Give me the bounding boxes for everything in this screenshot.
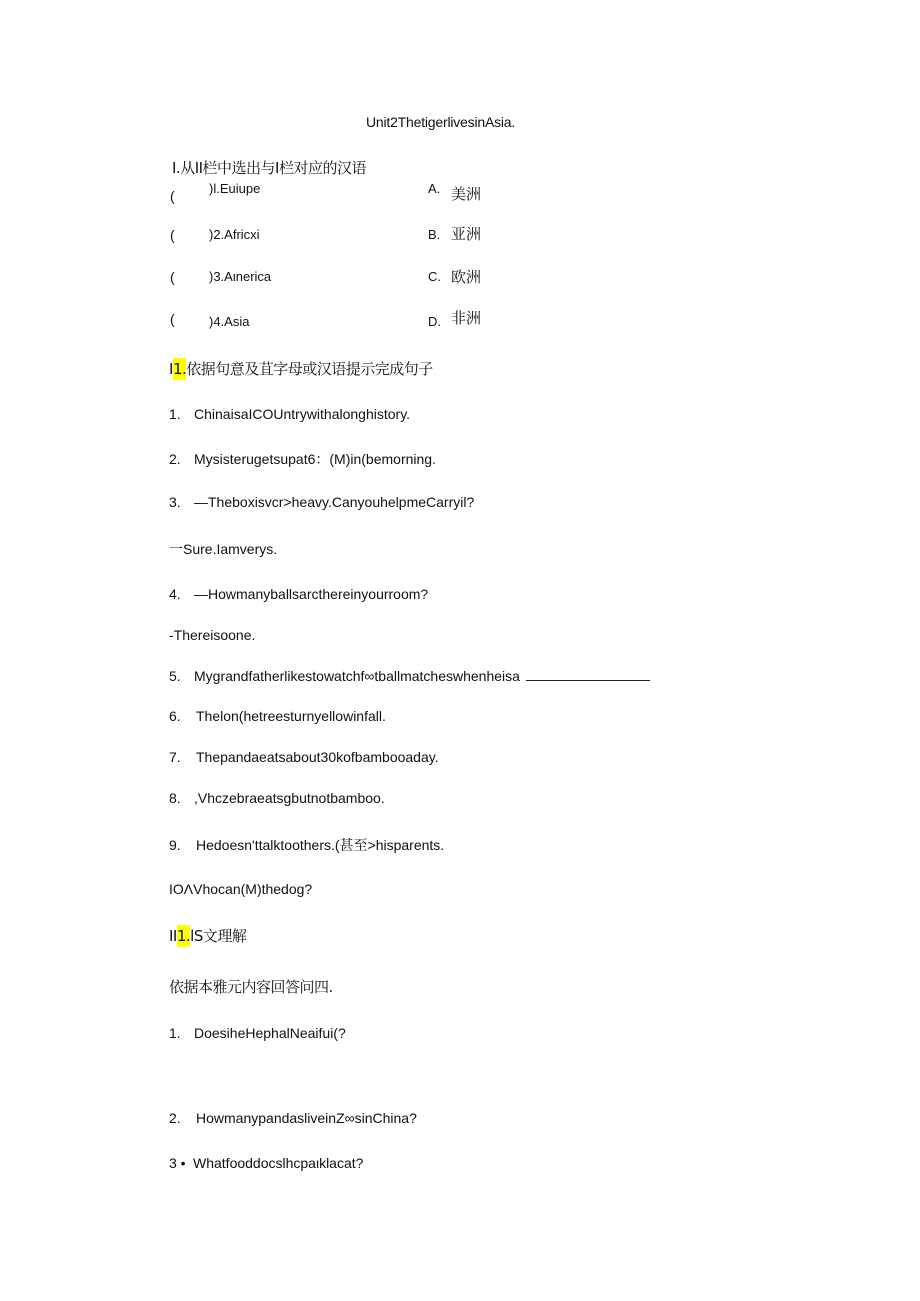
question-number: 2.	[169, 1110, 181, 1126]
question-number: 3.	[169, 494, 181, 510]
section2-heading	[169, 358, 433, 380]
question-number: 1.	[169, 1025, 181, 1041]
question-number: 6.	[169, 708, 181, 724]
matching-word: )l.Euiupe	[209, 181, 261, 196]
question-text: Thepandaeatsabout30kofbambooaday.	[196, 749, 439, 765]
question-text-body: Mygrandfatherlikestowatchf∞tballmatcheswhenheisa	[194, 668, 520, 684]
fill-in-blank	[526, 668, 650, 681]
section-numeral: II	[169, 927, 177, 945]
question-number: 7.	[169, 749, 181, 765]
matching-word: )2.Africxi	[209, 227, 260, 242]
answer-line: 一Sure.Iamverys.	[169, 541, 278, 557]
page-title: Unit2ThetigerlivesinAsia.	[366, 114, 516, 130]
question-number: 1.	[169, 406, 181, 422]
question-number: 9.	[169, 837, 181, 853]
section3-heading	[169, 925, 246, 947]
answer-paren: (	[170, 188, 175, 204]
question-number: 2.	[169, 451, 181, 467]
question-text: IOΛVhocan(M)thedog?	[169, 881, 313, 897]
highlighted-number: 1.	[172, 360, 187, 378]
option-letter: B.	[428, 227, 441, 242]
question-text: Hedoesn'ttalktoothers.(甚至>hisparents.	[196, 837, 445, 853]
answer-paren: (	[170, 269, 175, 285]
answer-line: -Thereisoone.	[169, 627, 256, 643]
section-heading-text: 依据句意及苴字母或汉语提示完成句子	[186, 360, 433, 378]
question-number: 3 •	[169, 1155, 186, 1171]
question-text: —Howmanyballsarcthereinyourroom?	[194, 586, 429, 602]
question-number: 8.	[169, 790, 181, 806]
answer-paren: (	[170, 311, 175, 327]
matching-word: )3.Aιnerica	[209, 269, 272, 284]
reading-instruction: 依据本雅元内容回答问四.	[169, 978, 333, 996]
option-letter: D.	[428, 314, 441, 329]
highlighted-number: 1.	[176, 927, 191, 945]
question-text: ChinaisaICOUntrywithalonghistory.	[194, 406, 411, 422]
option-letter: A.	[428, 181, 441, 196]
option-letter: C.	[428, 269, 441, 284]
question-text: Mysisterugetsupat6：(M)in(bemorning.	[194, 451, 436, 467]
option-chinese: 美洲	[451, 185, 482, 203]
question-text	[194, 667, 650, 685]
option-chinese: 欧洲	[451, 268, 482, 286]
section-numeral: I	[169, 360, 173, 378]
question-number: 5.	[169, 668, 181, 684]
question-text: HowmanypandasliveinZ∞sinChina?	[196, 1110, 417, 1126]
question-text: Whatfooddocslhcpaιklacat?	[193, 1155, 364, 1171]
section-heading-text: lS文理解	[190, 927, 247, 945]
question-text: DoesiheHephalNeaifui(?	[194, 1025, 346, 1041]
option-chinese: 亚洲	[451, 225, 482, 243]
question-text: —Theboxisvcr>heavy.CanyouhelpmeCarryil?	[194, 494, 475, 510]
answer-paren: (	[170, 227, 175, 243]
option-chinese: 非洲	[451, 309, 482, 327]
question-text: Thelon(hetreesturnyellowinfall.	[196, 708, 386, 724]
question-text: ,Vhczebraeatsgbutnotbamboo.	[194, 790, 385, 806]
matching-word: )4.Asia	[209, 314, 250, 329]
section1-heading: I.从II栏中选出与I栏对应的汉语	[172, 159, 366, 177]
question-number: 4.	[169, 586, 181, 602]
